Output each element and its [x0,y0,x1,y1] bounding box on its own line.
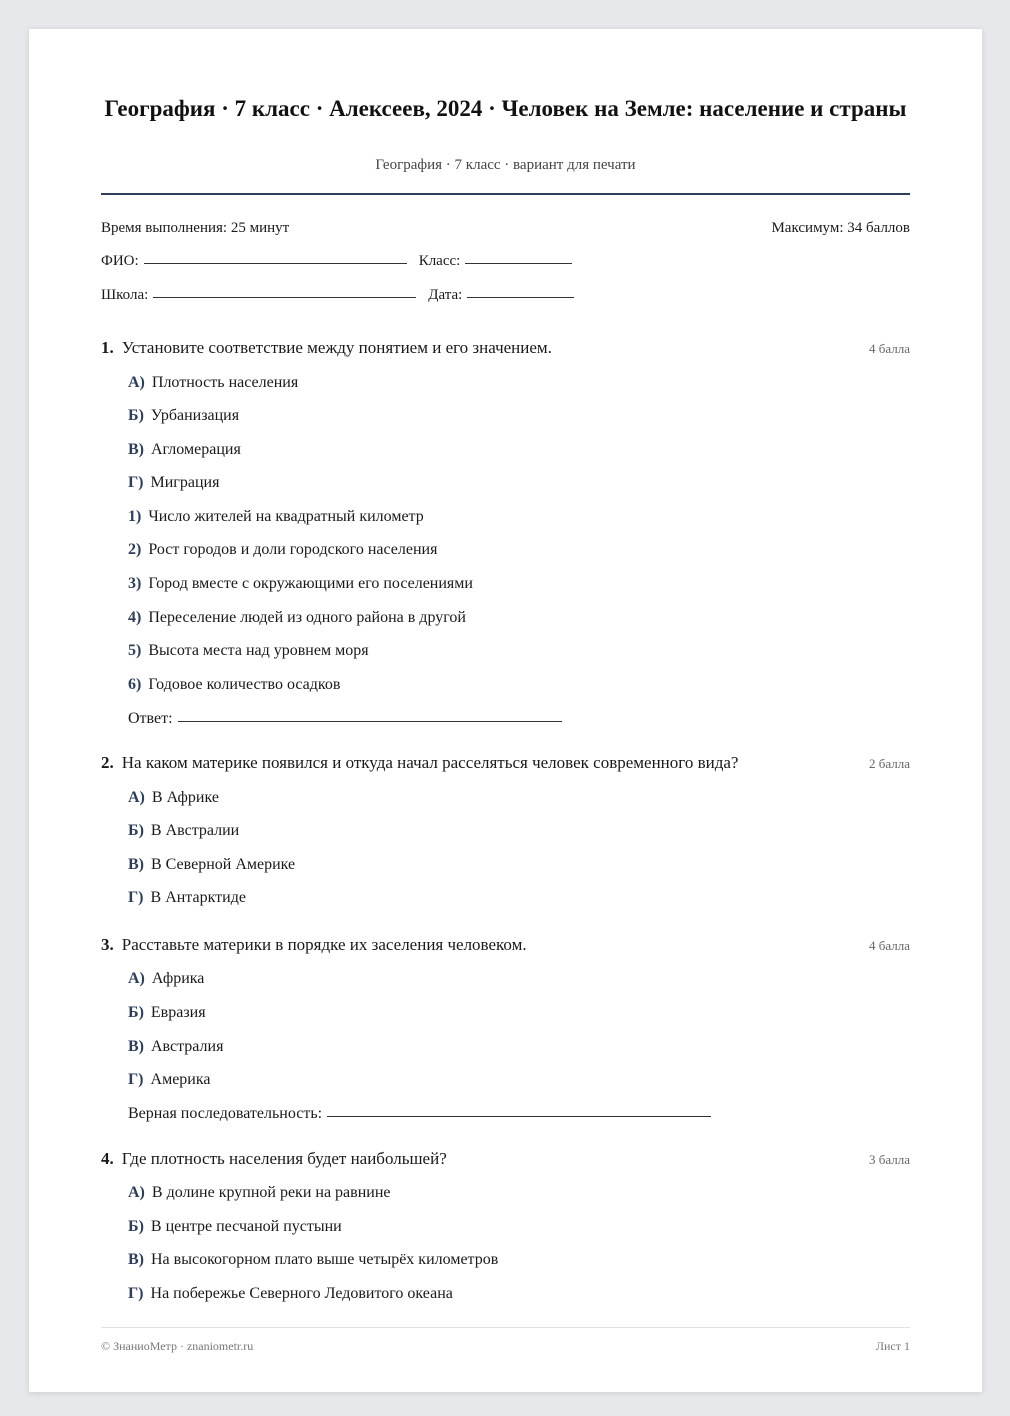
option-item [128,789,219,807]
fio-field[interactable] [144,262,407,264]
date-field[interactable] [467,296,574,298]
option-item [128,441,241,459]
option-text: Австралия [151,1038,224,1055]
option-text: Плотность населения [151,374,299,391]
school-date-row [101,287,910,304]
option-text: Америка [150,1071,211,1088]
max-score: Максимум: 34 баллов [771,220,910,236]
option-text: На побережье Северного Ледовитого океана [150,1285,453,1302]
footer-divider [101,1327,910,1328]
option-item [128,1071,211,1089]
option-letter: А) [128,970,145,987]
option-item [128,1004,206,1022]
option-text: Миграция [150,474,220,491]
option-text: Годовое количество осадков [148,676,341,693]
option-text: Африка [151,970,205,987]
time-limit: Время выполнения: 25 минут [101,220,290,236]
sequence-answer-field[interactable] [327,1115,711,1117]
answer-label: Ответ: [128,710,173,727]
option-item [128,1251,498,1269]
option-letter: 5) [128,642,142,659]
page-number: Лист 1 [875,1339,910,1353]
answer-row [128,1105,711,1123]
option-text: Переселение людей из одного района в другой [148,609,466,626]
option-item [128,676,340,694]
option-item [128,1218,342,1236]
question-3-header [101,935,910,955]
option-item [128,374,298,392]
question-points: 4 балла [869,938,910,953]
option-letter: Г) [128,889,144,906]
option-text: Число жителей на квадратный километр [148,508,424,525]
option-letter: 3) [128,575,142,592]
page-title: География · 7 класс · Алексеев, 2024 · Человек на Земле: население и страны [104,96,907,121]
page-footer [101,1339,910,1354]
meta-row [101,220,910,237]
fio-class-row [101,253,910,270]
question-text: Где плотность населения будет наибольшей? [121,1149,447,1168]
class-label: Класс: [418,253,461,269]
option-item [128,970,204,988]
header-divider [101,193,910,195]
school-field[interactable] [153,296,416,298]
answer-field[interactable] [178,720,562,722]
option-item [128,508,424,526]
option-item [128,1184,391,1202]
fio-label: ФИО: [101,253,139,269]
option-item [128,889,246,907]
option-text: Агломерация [151,441,241,458]
question-2-header [101,753,910,773]
option-text: На высокогорном плато выше четырёх километров [151,1251,499,1268]
option-item [128,1285,453,1303]
option-letter: Г) [128,474,144,491]
option-text: Город вместе с окружающими его поселениями [148,575,473,592]
option-item [128,822,239,840]
option-letter: 2) [128,541,142,558]
option-item [128,1038,223,1056]
option-item [128,541,437,559]
question-text: Расставьте материки в порядке их заселения человеком. [121,935,527,954]
question-text: На каком материке появился и откуда начал расселяться человек современного вида? [121,753,739,772]
option-text: В центре песчаной пустыни [150,1218,342,1235]
question-number: 1. [101,338,114,357]
option-letter: Г) [128,1285,144,1302]
option-letter: 1) [128,508,142,525]
option-letter: В) [128,856,144,873]
option-text: Евразия [150,1004,206,1021]
option-letter: А) [128,789,145,806]
question-points: 3 балла [869,1152,910,1167]
footer-copyright: © ЗнаниоМетр · znaniometr.ru [101,1339,254,1353]
option-letter: 6) [128,676,142,693]
option-text: В Австралии [150,822,240,839]
question-text: Установите соответствие между понятием и его значением. [121,338,552,357]
option-letter: 4) [128,609,142,626]
option-text: Высота места над уровнем моря [148,642,369,659]
question-number: 4. [101,1149,114,1168]
question-1-header [101,338,910,358]
option-letter: Б) [128,1004,144,1021]
option-letter: В) [128,1038,144,1055]
worksheet-page [29,29,982,1392]
option-letter: Б) [128,1218,144,1235]
option-item [128,642,369,660]
question-number: 3. [101,935,114,954]
answer-label: Верная последовательность: [128,1105,323,1122]
option-text: В Северной Америке [151,856,296,873]
option-item [128,575,473,593]
option-text: Рост городов и доли городского населения [148,541,438,558]
option-letter: А) [128,1184,145,1201]
question-4-header [101,1149,910,1169]
option-item [128,856,295,874]
option-text: В Африке [151,789,219,806]
option-letter: Г) [128,1071,144,1088]
page-subtitle: География · 7 класс · вариант для печати [375,157,636,173]
answer-row [128,710,562,728]
option-item [128,609,466,627]
option-text: В Антарктиде [150,889,246,906]
option-text: Урбанизация [150,407,240,424]
option-item [128,474,219,492]
option-text: В долине крупной реки на равнине [151,1184,391,1201]
option-letter: Б) [128,407,144,424]
option-letter: В) [128,1251,144,1268]
option-letter: Б) [128,822,144,839]
question-points: 2 балла [869,756,910,771]
option-item [128,407,239,425]
class-field[interactable] [465,262,572,264]
question-number: 2. [101,753,114,772]
question-points: 4 балла [869,341,910,356]
date-label: Дата: [428,287,463,303]
option-letter: В) [128,441,144,458]
option-letter: А) [128,374,145,391]
school-label: Школа: [101,287,149,303]
